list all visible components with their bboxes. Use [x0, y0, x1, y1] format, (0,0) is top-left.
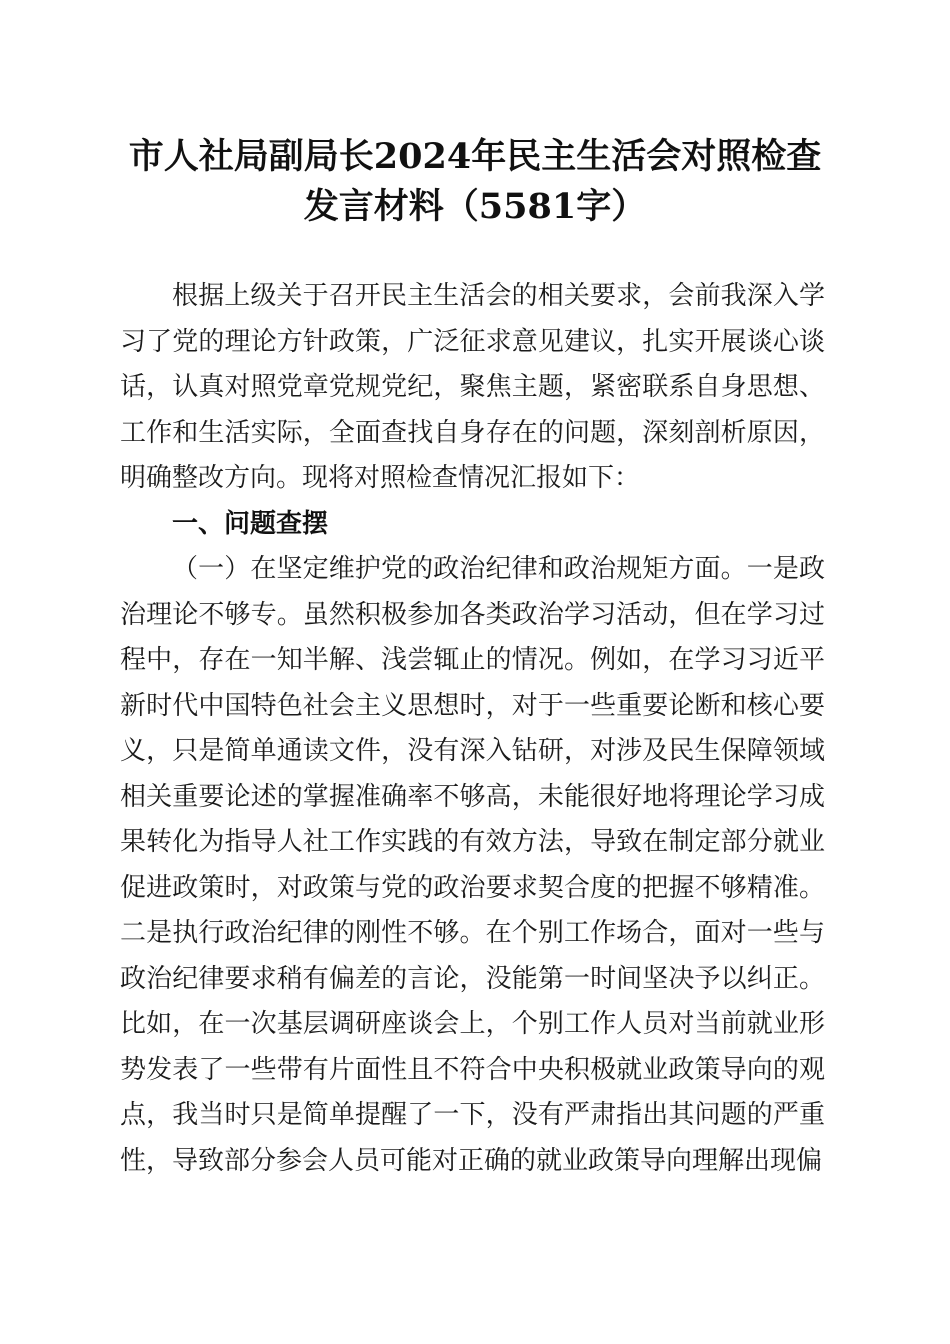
intro-paragraph: 根据上级关于召开民主生活会的相关要求，会前我深入学习了党的理论方针政策，广泛征求意见建议，扎实开展谈心谈话，认真对照党章党规党纪，聚焦主题，紧密联系自身思想、工作和生活实际，全面查找自身存在的问题，深刻剖析原因，明确整改方向。现将对照检查情况汇报如下：: [120, 281, 825, 493]
document-title: [100, 132, 850, 232]
section-heading-problems: 一、问题查摆: [172, 508, 329, 539]
title-line-2: 发言材料（5581字）: [303, 186, 647, 227]
document-body: [120, 274, 825, 1184]
title-line-1: 市人社局副局长2024年民主生活会对照检查: [128, 136, 822, 177]
subsection-paragraph-political-discipline: （一）在坚定维护党的政治纪律和政治规矩方面。一是政治理论不够专。虽然积极参加各类政治学习活动，但在学习过程中，存在一知半解、浅尝辄止的情况。例如，在学习习近平新时代中国特色社会主义思想时，对于一些重要论断和核心要义，只是简单通读文件，没有深入钻研，对涉及民生保障领域相关重要论述的掌握准确率不够高，未能很好地将理论学习成果转化为指导人社工作实践的有效方法，导致在制定部分就业促进政策时，对政策与党的政治要求契合度的把握不够精准。二是执行政治纪律的刚性不够。在个别工作场合，面对一些与政治纪律要求稍有偏差的言论，没能第一时间坚决予以纠正。比如，在一次基层调研座谈会上，个别工作人员对当前就业形势发表了一些带有片面性且不符合中央积极就业政策导向的观点，我当时只是简单提醒了一下，没有严肃指出其问题的严重性，导致部分参会人员可能对正确的就业政策导向理解出现偏: [120, 554, 825, 1176]
